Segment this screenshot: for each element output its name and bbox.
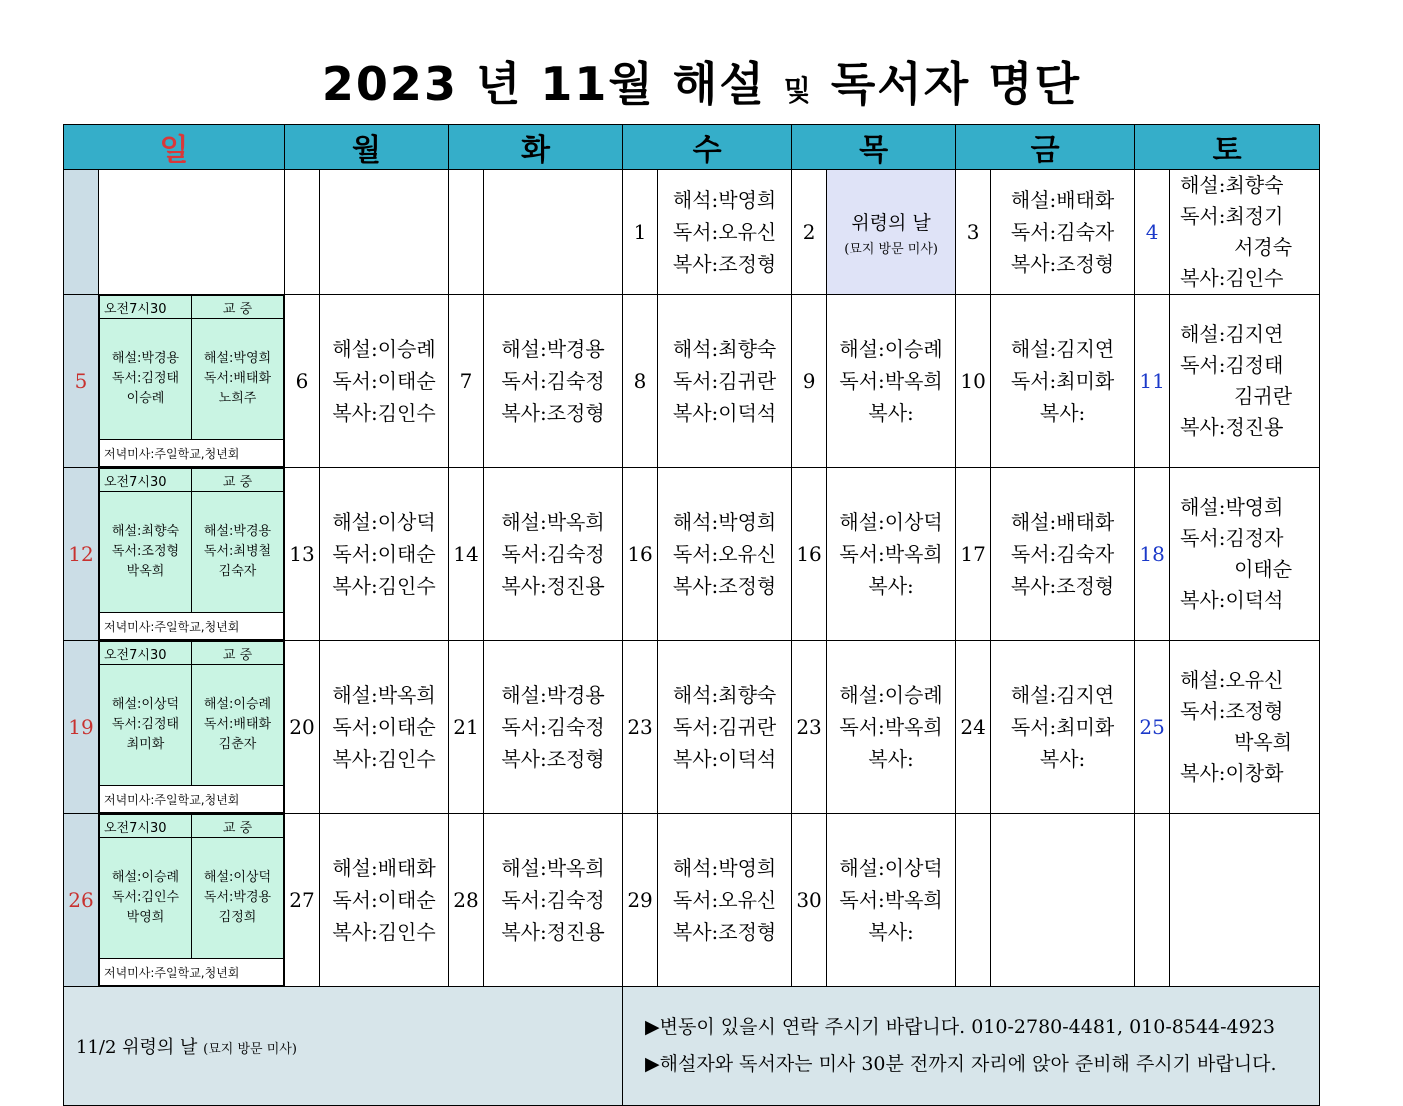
duty-line: 해설:박경용: [501, 683, 605, 707]
duty-line: 해설:오유신: [1180, 668, 1284, 692]
header-monday: 월: [285, 125, 449, 170]
school-label: 교 중: [192, 815, 284, 838]
title-main: 2023 년 11월 해설: [321, 57, 766, 111]
duty-line: 복사:정진용: [1180, 415, 1284, 439]
duty-line: 박옥희: [126, 564, 165, 579]
sunday-cell: [99, 295, 285, 468]
duty-line: 복사:조정형: [1010, 574, 1115, 598]
duty-line: 독서:조정형: [111, 544, 180, 559]
week-row-5: [64, 814, 1320, 987]
duty-line: 독서:오유신: [672, 220, 777, 244]
duty-line: 독서:김숙정: [501, 715, 605, 739]
evening-mass-label: 저녁미사:주일학교,청년회: [100, 440, 284, 467]
duty-cell: [991, 641, 1135, 814]
school-label: 교 중: [192, 642, 284, 665]
week-row-3: [64, 468, 1320, 641]
duty-line: 독서:김숙정: [501, 888, 605, 912]
empty-day-number: [956, 814, 991, 987]
duty-line: 독서:최병철: [203, 544, 272, 559]
title-small: 및: [783, 74, 813, 107]
duty-line: 독서:이태순: [332, 369, 436, 393]
duty-line: 해설:배태화: [1010, 510, 1115, 534]
duty-line: 해설:박영희: [203, 351, 272, 366]
duty-line: 이태순: [1234, 557, 1293, 581]
sunday-team-b: [192, 665, 284, 786]
duty-cell: [827, 468, 956, 641]
duty-line: 복사:김인수: [1180, 266, 1284, 290]
morning-mass-label: 오전7시30: [100, 642, 192, 665]
duty-line: 해설:박경용: [203, 524, 272, 539]
duty-line: 해설:김지연: [1180, 322, 1284, 346]
duty-line: 복사:이덕석: [672, 747, 777, 771]
day-number: 13: [285, 468, 320, 641]
duty-line: 해설:이승례: [203, 697, 272, 712]
footer-memorial-note: [64, 987, 623, 1106]
day-number: 7: [449, 295, 484, 468]
empty-day-number: [285, 170, 320, 295]
duty-line: 독서:오유신: [672, 888, 777, 912]
duty-line: 복사:이덕석: [1180, 588, 1284, 612]
day-number-saturday: 4: [1135, 170, 1170, 295]
duty-line: 독서:김인수: [111, 890, 180, 905]
duty-line: 복사:정진용: [501, 920, 605, 944]
day-number: 10: [956, 295, 991, 468]
duty-line: 해설:박옥희: [332, 683, 436, 707]
duty-line: 독서:이태순: [332, 888, 436, 912]
duty-line: 독서:최미화: [1010, 369, 1115, 393]
duty-line: 김숙자: [218, 564, 257, 579]
header-thursday: 목: [792, 125, 956, 170]
duty-line: 복사:: [1039, 747, 1086, 771]
duty-cell: [484, 295, 623, 468]
duty-cell: [658, 295, 792, 468]
schedule-table: [63, 124, 1320, 1106]
duty-line: 독서:이태순: [332, 542, 436, 566]
morning-mass-label: 오전7시30: [100, 815, 192, 838]
day-number-sunday: 26: [64, 814, 99, 987]
duty-cell: [827, 295, 956, 468]
sunday-team-b: [192, 319, 284, 440]
sunday-team-a: [100, 665, 192, 786]
sunday-team-a: [100, 838, 192, 959]
header-tuesday: 화: [449, 125, 623, 170]
sunday-team-b: [192, 838, 284, 959]
duty-line: 해설:박경용: [501, 337, 605, 361]
duty-line: 박옥희: [1234, 730, 1293, 754]
duty-line: 해석:박영희: [672, 856, 777, 880]
duty-line: 복사:김인수: [332, 920, 436, 944]
duty-line: 복사:조정형: [501, 401, 605, 425]
footer-notice-line: ▶해설자와 독서자는 미사 30분 전까지 자리에 앉아 준비해 주시기 바랍니다.: [645, 1053, 1277, 1075]
day-number: 27: [285, 814, 320, 987]
footer-row: [64, 987, 1320, 1106]
day-number-saturday: 18: [1135, 468, 1170, 641]
duty-line: 독서:박옥희: [839, 888, 943, 912]
duty-cell: [320, 295, 449, 468]
duty-line: 독서:김정태: [111, 717, 180, 732]
duty-cell: [658, 641, 792, 814]
duty-cell: [991, 295, 1135, 468]
duty-line: 독서:박옥희: [839, 369, 943, 393]
footer-notice-line: ▶변동이 있을시 연락 주시기 바랍니다. 010-2780-4481, 010-8544-4923: [645, 1016, 1275, 1038]
duty-line: 복사:정진용: [501, 574, 605, 598]
week-row-2: [64, 295, 1320, 468]
day-number: 8: [623, 295, 658, 468]
duty-line: 복사:조정형: [501, 747, 605, 771]
duty-line: 해설:배태화: [332, 856, 436, 880]
evening-mass-label: 저녁미사:주일학교,청년회: [100, 786, 284, 813]
weekday-header-row: [64, 125, 1320, 170]
duty-line: 복사:조정형: [1010, 252, 1115, 276]
duty-line: 해설:박영희: [1180, 495, 1284, 519]
header-friday: 금: [956, 125, 1135, 170]
duty-line: 복사:: [868, 920, 914, 944]
day-number: 23: [623, 641, 658, 814]
empty-day-cell: [320, 170, 449, 295]
header-wednesday: 수: [623, 125, 792, 170]
duty-line: 복사:이덕석: [672, 401, 777, 425]
duty-line: 복사:: [868, 401, 914, 425]
page-title: [0, 52, 1403, 116]
header-sunday: 일: [64, 125, 285, 170]
duty-line: 해설:최향숙: [111, 524, 180, 539]
duty-line: 독서:배태화: [203, 371, 272, 386]
duty-line: 해설:배태화: [1010, 188, 1115, 212]
duty-line: 해설:박옥희: [501, 856, 605, 880]
duty-line: 복사:: [1039, 401, 1086, 425]
day-number: 9: [792, 295, 827, 468]
day-number: 2: [792, 170, 827, 295]
duty-line: 독서:김귀란: [672, 715, 777, 739]
duty-line: 해설:이승례: [839, 683, 943, 707]
duty-line: 노희주: [218, 391, 257, 406]
day-number: 17: [956, 468, 991, 641]
empty-day-cell: [991, 814, 1135, 987]
day-number: 1: [623, 170, 658, 295]
duty-line: 해설:박경용: [111, 351, 180, 366]
duty-cell: [827, 641, 956, 814]
empty-day-cell: [99, 170, 285, 295]
sunday-mass-table: [99, 814, 284, 986]
duty-line: 독서:최정기: [1180, 204, 1284, 228]
duty-line: 독서:김귀란: [672, 369, 777, 393]
sunday-mass-table: [99, 295, 284, 467]
saturday-duty-cell: [1170, 641, 1320, 814]
duty-line: 독서:조정형: [1180, 699, 1284, 723]
duty-line: 해설:최향숙: [1180, 173, 1284, 197]
duty-line: 복사:조정형: [672, 920, 777, 944]
sunday-cell: [99, 468, 285, 641]
empty-day-number: [1135, 814, 1170, 987]
sunday-cell: [99, 814, 285, 987]
footer-notice: [623, 987, 1320, 1106]
duty-line: 김귀란: [1234, 384, 1293, 408]
duty-cell: [320, 814, 449, 987]
duty-line: 해설:이상덕: [111, 697, 180, 712]
empty-day-number: [64, 170, 99, 295]
evening-mass-label: 저녁미사:주일학교,청년회: [100, 959, 284, 986]
duty-line: 복사:김인수: [332, 574, 436, 598]
day-number: 16: [623, 468, 658, 641]
day-number-sunday: 5: [64, 295, 99, 468]
week-row-4: [64, 641, 1320, 814]
day-number: 21: [449, 641, 484, 814]
duty-cell: [484, 641, 623, 814]
duty-line: 해석:박영희: [672, 188, 777, 212]
duty-cell: [991, 170, 1135, 295]
duty-line: 독서:박경용: [203, 890, 272, 905]
duty-line: 해설:이승례: [111, 870, 180, 885]
day-number: 30: [792, 814, 827, 987]
day-number: 6: [285, 295, 320, 468]
duty-line: 복사:: [868, 747, 914, 771]
day-number: 14: [449, 468, 484, 641]
duty-line: 독서:김숙자: [1010, 220, 1115, 244]
duty-cell: [320, 641, 449, 814]
duty-line: 해설:김지연: [1010, 683, 1115, 707]
saturday-duty-cell: [1170, 170, 1320, 295]
duty-line: 복사:김인수: [332, 401, 436, 425]
duty-line: 복사:조정형: [672, 252, 777, 276]
duty-cell: [991, 468, 1135, 641]
header-saturday: 토: [1135, 125, 1320, 170]
duty-cell: [484, 468, 623, 641]
duty-line: 독서:김정태: [111, 371, 180, 386]
duty-line: 해석:박영희: [672, 510, 777, 534]
duty-line: 복사:: [868, 574, 914, 598]
duty-line: 박영희: [126, 910, 165, 925]
sunday-cell: [99, 641, 285, 814]
duty-line: 김정희: [218, 910, 257, 925]
duty-line: 해설:이상덕: [839, 856, 943, 880]
day-number-saturday: 11: [1135, 295, 1170, 468]
duty-line: 해설:이승례: [332, 337, 436, 361]
duty-line: 해설:박옥희: [501, 510, 605, 534]
sunday-mass-table: [99, 468, 284, 640]
sunday-team-a: [100, 319, 192, 440]
duty-line: 독서:박옥희: [839, 715, 943, 739]
duty-line: 해설:이상덕: [332, 510, 436, 534]
duty-cell: [484, 814, 623, 987]
day-number: 3: [956, 170, 991, 295]
duty-line: 독서:박옥희: [839, 542, 943, 566]
duty-line: 복사:김인수: [332, 747, 436, 771]
day-number: 24: [956, 641, 991, 814]
sunday-team-a: [100, 492, 192, 613]
memorial-day-cell: [827, 170, 956, 295]
empty-day-number: [449, 170, 484, 295]
day-number: 23: [792, 641, 827, 814]
duty-cell: [658, 814, 792, 987]
title-rest: 독서자 명단: [830, 57, 1082, 111]
duty-line: 해설:김지연: [1010, 337, 1115, 361]
duty-line: 독서:최미화: [1010, 715, 1115, 739]
duty-line: 해설:이상덕: [839, 510, 943, 534]
duty-line: 복사:조정형: [672, 574, 777, 598]
duty-line: 독서:김숙자: [1010, 542, 1115, 566]
morning-mass-label: 오전7시30: [100, 469, 192, 492]
day-number: 28: [449, 814, 484, 987]
day-number-saturday: 25: [1135, 641, 1170, 814]
memorial-title: 위령의 날: [851, 211, 931, 234]
duty-cell: [827, 814, 956, 987]
school-label: 교 중: [192, 296, 284, 319]
footer-memorial-small: (묘지 방문 미사): [203, 1042, 297, 1057]
day-number: 20: [285, 641, 320, 814]
duty-line: 복사:이창화: [1180, 761, 1284, 785]
duty-line: 독서:김정자: [1180, 526, 1284, 550]
duty-line: 최미화: [126, 737, 165, 752]
week-row-1: [64, 170, 1320, 295]
duty-cell: [320, 468, 449, 641]
footer-memorial-main: 11/2 위령의 날: [76, 1037, 198, 1058]
memorial-note: (묘지 방문 미사): [844, 241, 938, 257]
evening-mass-label: 저녁미사:주일학교,청년회: [100, 613, 284, 640]
day-number-sunday: 19: [64, 641, 99, 814]
empty-day-cell: [484, 170, 623, 295]
duty-line: 해석:최향숙: [672, 337, 777, 361]
duty-cell: [658, 468, 792, 641]
duty-line: 해설:이승례: [839, 337, 943, 361]
duty-line: 독서:배태화: [203, 717, 272, 732]
morning-mass-label: 오전7시30: [100, 296, 192, 319]
saturday-duty-cell: [1170, 295, 1320, 468]
sunday-mass-table: [99, 641, 284, 813]
duty-line: 독서:김숙정: [501, 369, 605, 393]
duty-cell: [658, 170, 792, 295]
saturday-duty-cell: [1170, 468, 1320, 641]
day-number-sunday: 12: [64, 468, 99, 641]
duty-line: 해설:이상덕: [203, 870, 272, 885]
duty-line: 독서:이태순: [332, 715, 436, 739]
duty-line: 독서:오유신: [672, 542, 777, 566]
duty-line: 이승례: [126, 391, 165, 406]
day-number: 29: [623, 814, 658, 987]
empty-day-cell: [1170, 814, 1320, 987]
duty-line: 서경숙: [1234, 235, 1293, 259]
day-number: 16: [792, 468, 827, 641]
duty-line: 독서:김숙정: [501, 542, 605, 566]
duty-line: 해석:최향숙: [672, 683, 777, 707]
duty-line: 독서:김정태: [1180, 353, 1284, 377]
sunday-team-b: [192, 492, 284, 613]
school-label: 교 중: [192, 469, 284, 492]
duty-line: 김춘자: [218, 737, 257, 752]
